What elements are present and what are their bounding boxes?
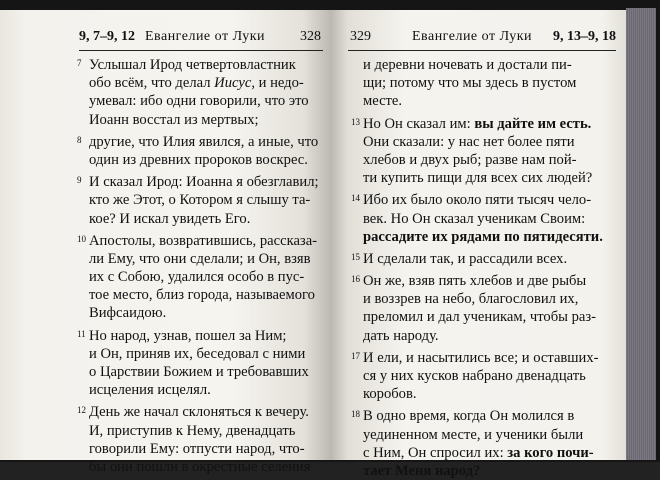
- line-text: век. Но Он сказал ученикам Своим:: [363, 210, 586, 227]
- text-line: [363, 151, 619, 169]
- line-text: преломил и дал ученикам, чтобы раз-: [363, 309, 596, 326]
- verse-paragraph: [351, 115, 619, 188]
- text-line: [77, 232, 325, 250]
- verse-number: 17: [351, 350, 360, 361]
- emphasized-text: рассадите их рядами по пятидесяти.: [363, 228, 603, 245]
- verse-paragraph: [77, 232, 325, 323]
- text-line: [89, 440, 325, 458]
- text-line: [89, 286, 325, 304]
- line-text: уединенном месте, и ученики были: [363, 426, 584, 443]
- text-line: [89, 381, 325, 399]
- text-line: [351, 349, 619, 367]
- line-text: щи; потому что мы здесь в пустом: [363, 75, 577, 92]
- line-text: месте.: [363, 93, 403, 110]
- verse-paragraph: [351, 191, 619, 246]
- verse-number: 16: [351, 274, 360, 285]
- text-line: [351, 407, 619, 425]
- line-text: День же начал склоняться к вечеру.: [89, 404, 309, 421]
- verse-paragraph: [77, 403, 325, 476]
- line-text: Но народ, узнав, пошел за Ним;: [89, 327, 287, 344]
- line-text: исцеления исцелял.: [89, 382, 211, 399]
- verse-paragraph: [77, 173, 325, 228]
- right-page-header: [350, 29, 616, 49]
- verse-number: 15: [351, 251, 360, 262]
- right-book-title: Евангелие от Луки: [412, 29, 533, 44]
- line-text: и воззрев на небо, благословил их,: [363, 291, 579, 308]
- text-line: [77, 173, 325, 191]
- emphasized-text: тает Меня народ?: [363, 462, 481, 479]
- line-text: , и недо-: [251, 75, 304, 92]
- text-line: [89, 268, 325, 286]
- text-line: [363, 210, 619, 228]
- line-text: о Царствии Божием и требовавших: [89, 364, 309, 380]
- text-line: [351, 191, 619, 209]
- line-text: кто же Этот, о Котором я слышу та-: [89, 192, 311, 209]
- text-line: [77, 56, 325, 74]
- text-line: [363, 169, 619, 187]
- line-text: другие, что Илия явился, а иные, что: [89, 133, 319, 150]
- line-text: тое место, близ города, называемого: [89, 287, 315, 304]
- verse-paragraph: [77, 56, 325, 129]
- text-line: [351, 250, 619, 268]
- line-text: обо всём, что делал: [89, 75, 215, 92]
- text-line: [363, 462, 619, 480]
- line-text: И сказал Ирод: Иоанна я обезглавил;: [89, 174, 319, 191]
- verse-paragraph: [363, 56, 619, 111]
- verse-number: 12: [77, 405, 86, 416]
- verse-number: 7: [77, 58, 82, 68]
- left-page-header: [79, 29, 321, 49]
- emphasized-text: за кого почи-: [507, 444, 594, 461]
- left-page: [0, 10, 330, 475]
- text-line: [351, 272, 619, 290]
- left-book-title: Евангелие от Луки: [145, 29, 266, 44]
- text-line: [363, 327, 619, 345]
- line-text: И, приступив к Нему, двенадцать: [89, 422, 296, 439]
- line-text: умевал: ибо одни говорили, что это: [89, 93, 309, 110]
- text-line: [363, 444, 619, 462]
- left-verse-range: 9, 7–9, 12: [79, 29, 135, 44]
- line-text: их с Собою, удалился особо в пус-: [89, 269, 305, 286]
- left-page-text: [77, 56, 325, 476]
- text-line: [363, 92, 619, 110]
- right-verse-range: 9, 13–9, 18: [553, 29, 616, 44]
- text-line: [89, 191, 325, 209]
- line-text: Апостолы, возвратившись, рассказа-: [89, 232, 318, 249]
- text-line: [363, 426, 619, 444]
- left-page-number: 328: [300, 29, 321, 44]
- verse-number: 14: [351, 193, 360, 204]
- verse-number: 13: [351, 116, 360, 127]
- text-line: [351, 115, 619, 133]
- text-line: [77, 327, 325, 345]
- text-line: [77, 133, 325, 151]
- line-text: Он же, взяв пять хлебов и две рыбы: [363, 273, 587, 290]
- line-text: В одно время, когда Он молился в: [363, 408, 575, 425]
- line-text: И ели, и насытились все; и оставших-: [363, 349, 599, 366]
- line-text: Услышал Ирод четвертовластник: [89, 57, 296, 73]
- text-line: [89, 345, 325, 363]
- italic-text: Иисус: [214, 75, 252, 92]
- line-text: Ибо их было около пяти тысяч чело-: [363, 192, 592, 209]
- verse-number: 11: [77, 328, 86, 339]
- verse-paragraph: [77, 327, 325, 400]
- line-text: и деревни ночевать и достали пи-: [363, 57, 572, 73]
- line-text: Они сказали: у нас нет более пяти: [363, 133, 575, 150]
- line-text: ти купить пищи для всех сих людей?: [363, 170, 593, 187]
- text-line: [89, 151, 325, 169]
- text-line: [89, 92, 325, 110]
- right-header-rule: [348, 50, 616, 51]
- verse-number: 18: [351, 409, 360, 420]
- line-text: ли Ему, что они сделали; и Он, взяв: [89, 250, 311, 267]
- text-line: [363, 367, 619, 385]
- verse-paragraph: [351, 349, 619, 404]
- line-text: бы они пошли в окрестные селения: [89, 458, 311, 475]
- text-line: [89, 111, 325, 129]
- right-page-text: [351, 56, 619, 480]
- text-line: [89, 304, 325, 322]
- text-line: [89, 74, 325, 92]
- left-header-rule: [79, 50, 323, 51]
- right-page: [330, 10, 626, 479]
- text-line: [363, 308, 619, 326]
- verse-paragraph: [77, 133, 325, 169]
- line-text: с Ним, Он спросил их:: [363, 444, 508, 461]
- text-line: [89, 422, 325, 440]
- line-text: один из древних пророков воскрес.: [89, 151, 308, 168]
- line-text: И сделали так, и рассадили всех.: [363, 250, 568, 267]
- text-line: [363, 133, 619, 151]
- line-text: коробов.: [363, 386, 417, 403]
- line-text: дать народу.: [363, 327, 439, 344]
- verse-number: 9: [77, 175, 82, 186]
- text-line: [363, 74, 619, 92]
- line-text: и Он, приняв их, беседовал с ними: [89, 345, 306, 362]
- verse-number: 10: [77, 233, 86, 244]
- line-text: Но Он сказал им:: [363, 115, 475, 132]
- text-line: [363, 56, 619, 74]
- text-line: [89, 250, 325, 268]
- verse-paragraph: [351, 407, 619, 480]
- line-text: Вифсаидою.: [89, 305, 167, 322]
- line-text: хлебов и двух рыб; разве нам пой-: [363, 151, 577, 168]
- line-text: кое? И искал увидеть Его.: [89, 210, 251, 227]
- verse-paragraph: [351, 250, 619, 268]
- emphasized-text: вы дайте им есть.: [474, 115, 592, 132]
- text-line: [363, 385, 619, 403]
- verse-number: 8: [77, 134, 82, 145]
- text-line: [77, 403, 325, 421]
- line-text: ся у них кусков набрано двенадцать: [363, 368, 586, 384]
- verse-paragraph: [351, 272, 619, 345]
- right-page-number: 329: [350, 29, 371, 44]
- text-line: [89, 363, 325, 381]
- text-line: [89, 210, 325, 228]
- line-text: говорили Ему: отпусти народ, что-: [89, 440, 305, 457]
- text-line: [363, 290, 619, 308]
- text-line: [363, 228, 619, 246]
- line-text: Иоанн восстал из мертвых;: [89, 111, 259, 128]
- text-line: [89, 458, 325, 476]
- page-edges: [626, 8, 656, 460]
